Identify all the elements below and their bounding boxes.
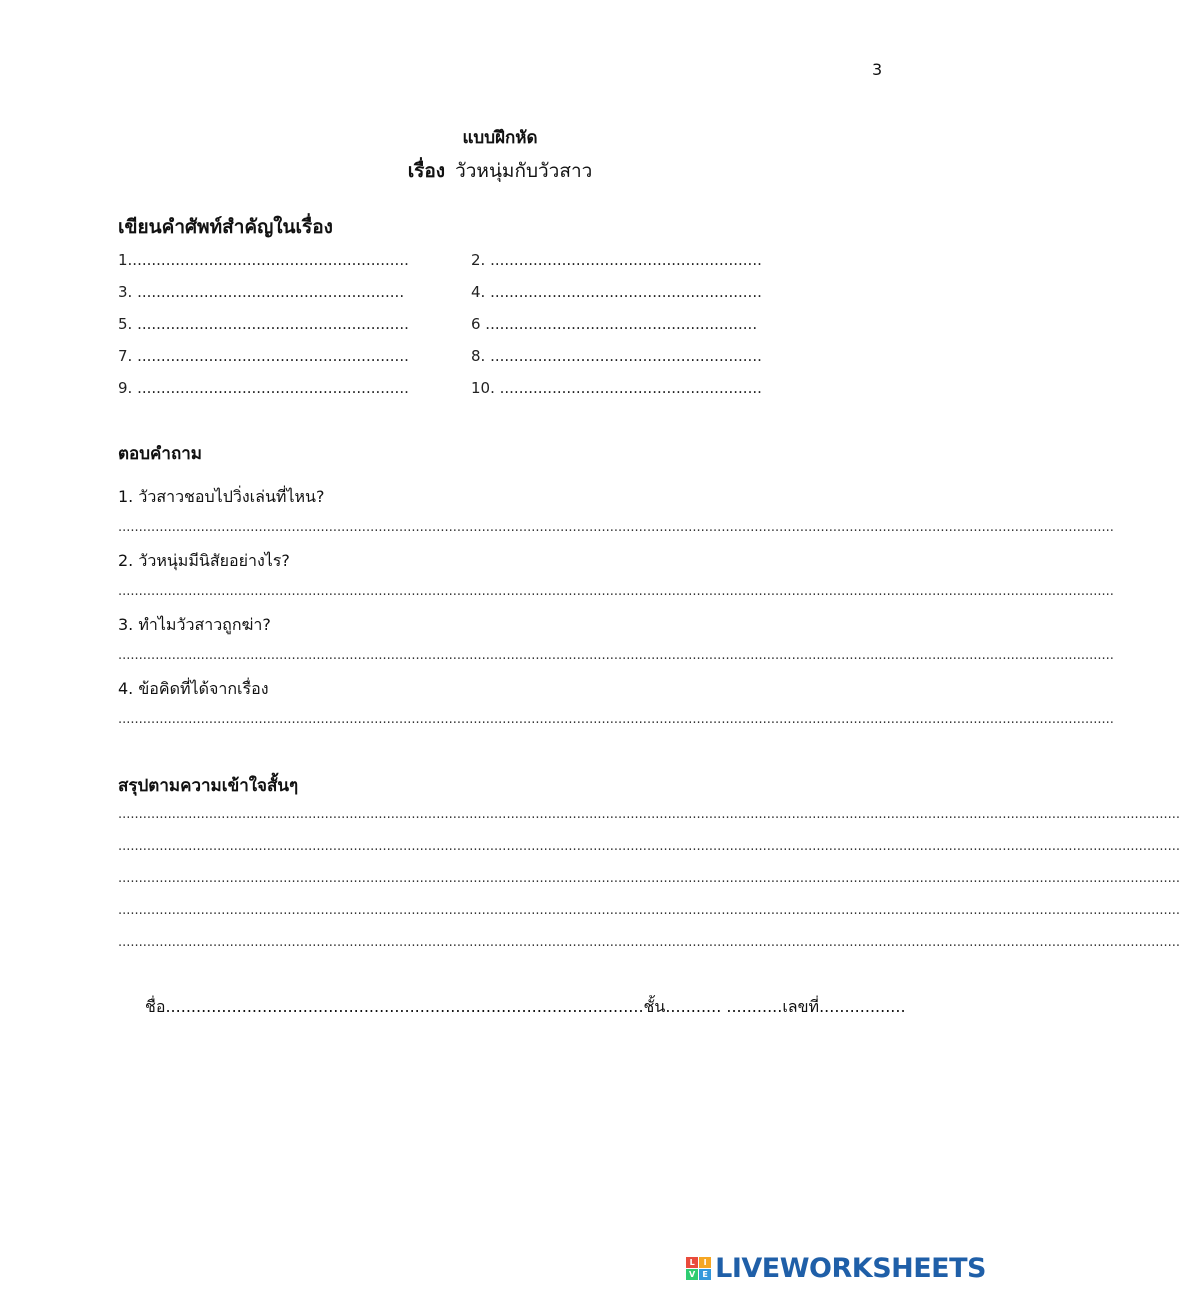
vocab-field-10[interactable]: 10. .......................................................	[471, 379, 762, 397]
answer-line-3[interactable]: .................................................................................................................................................................................................................................................	[118, 648, 1114, 663]
question-3: 3. ทำไมวัวสาวถูกฆ่า?	[118, 615, 271, 634]
vocab-field-1[interactable]: 1...........................................................	[118, 251, 409, 269]
vocab-field-9[interactable]: 9. .........................................................	[118, 379, 409, 397]
summary-line-4[interactable]: .................................................................................................................................................................................................................................................................	[118, 903, 1180, 918]
summary-line-1[interactable]: .................................................................................................................................................................................................................................................................	[118, 807, 1180, 822]
logo-letter-l: L	[686, 1257, 698, 1268]
worksheet-subtitle	[0, 156, 1000, 186]
vocab-field-8[interactable]: 8. .........................................................	[471, 347, 762, 365]
student-info-line[interactable]: ชื่อ..............................................................................................ชั้น........... ...........เลขที่.................	[145, 997, 906, 1016]
answer-line-4[interactable]: .................................................................................................................................................................................................................................................	[118, 712, 1114, 727]
liveworksheets-logo	[686, 1253, 986, 1284]
logo-letter-v: V	[686, 1269, 698, 1280]
worksheet-title: แบบฝึกหัด	[462, 128, 538, 148]
vocab-field-4[interactable]: 4. .........................................................	[471, 283, 762, 301]
logo-letter-i: I	[699, 1257, 711, 1268]
answer-line-2[interactable]: .................................................................................................................................................................................................................................................	[118, 584, 1114, 599]
qa-heading: ตอบคำถาม	[118, 444, 203, 464]
story-name: วัวหนุ่มกับวัวสาว	[455, 160, 593, 182]
vocab-heading: เขียนคำศัพท์สำคัญในเรื่อง	[118, 216, 333, 238]
logo-mark-icon	[686, 1257, 711, 1280]
logo-letter-e: E	[699, 1269, 711, 1280]
subtitle-label: เรื่อง	[407, 160, 446, 182]
vocab-field-3[interactable]: 3. ........................................................	[118, 283, 405, 301]
vocab-field-7[interactable]: 7. .........................................................	[118, 347, 409, 365]
question-4: 4. ข้อคิดที่ได้จากเรื่อง	[118, 679, 269, 698]
page-number: 3	[872, 60, 883, 79]
question-1: 1. วัวสาวชอบไปวิ่งเล่นที่ไหน?	[118, 487, 325, 506]
summary-heading: สรุปตามความเข้าใจสั้นๆ	[118, 776, 299, 796]
summary-line-2[interactable]: .................................................................................................................................................................................................................................................................	[118, 839, 1180, 854]
answer-line-1[interactable]: .................................................................................................................................................................................................................................................	[118, 520, 1114, 535]
summary-line-3[interactable]: .................................................................................................................................................................................................................................................................	[118, 871, 1180, 886]
vocab-field-6[interactable]: 6 .........................................................	[471, 315, 758, 333]
vocab-field-5[interactable]: 5. .........................................................	[118, 315, 409, 333]
logo-text: LIVEWORKSHEETS	[715, 1253, 986, 1284]
summary-line-5[interactable]: .................................................................................................................................................................................................................................................................	[118, 935, 1180, 950]
vocab-field-2[interactable]: 2. .........................................................	[471, 251, 762, 269]
question-2: 2. วัวหนุ่มมีนิสัยอย่างไร?	[118, 551, 290, 570]
